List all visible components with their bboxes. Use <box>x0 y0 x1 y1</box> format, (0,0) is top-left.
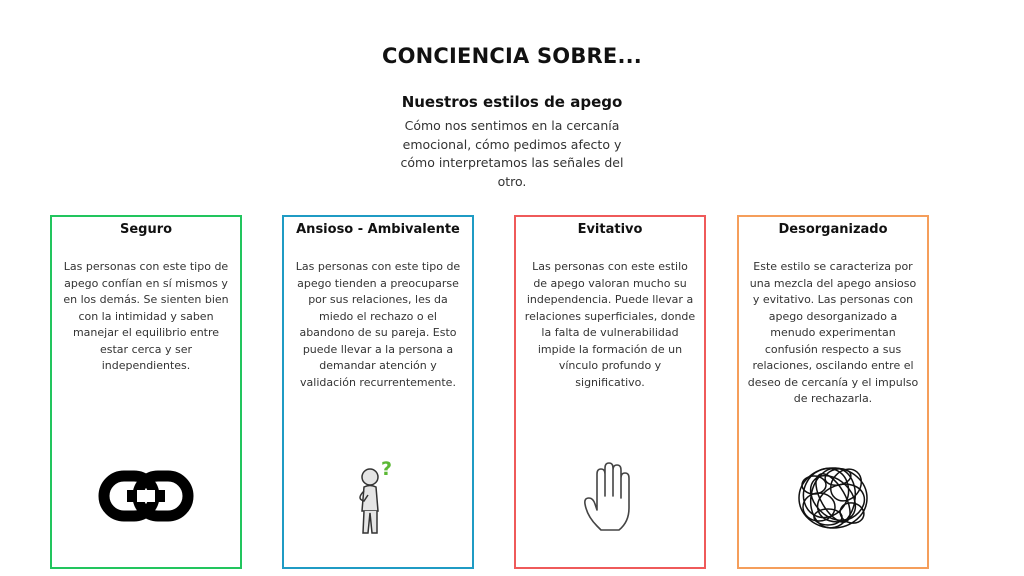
card-title: Evitativo <box>577 222 643 237</box>
card-title: Seguro <box>119 222 173 237</box>
chain-link-icon <box>52 470 240 522</box>
card-seguro <box>50 215 242 569</box>
svg-text:?: ? <box>381 458 393 480</box>
card-desorganizado <box>737 215 929 569</box>
page-title: CONCIENCIA SOBRE... <box>381 44 642 68</box>
card-text: Este estilo se caracteriza por una mezcla del apego ansioso y evitativo. Las personas con apego desorganizado a menudo experimentan confusión respecto a sus relaciones, oscilando entre el deseo de cercanía y el impulso de rechazarla. <box>747 260 919 405</box>
card-ansioso-ambivalente <box>282 215 474 569</box>
card-title: Ansioso - Ambivalente <box>296 222 460 237</box>
thinking-person-icon <box>284 457 472 539</box>
card-evitativo <box>514 215 706 569</box>
card-title: Desorganizado <box>778 222 888 237</box>
section-subtitle: Nuestros estilos de apego <box>401 93 623 111</box>
card-text: Las personas con este tipo de apego confían en sí mismos y en los demás. Se sienten bien con la intimidad y saben manejar el equilibrio entre estar cerca y ser independientes. <box>63 260 229 372</box>
card-text: Las personas con este tipo de apego tienden a preocuparse por sus relaciones, les da miedo el rechazo o el abandono de su pareja. Esto puede llevar a la persona a demandar atención y validación recurrentemente. <box>295 260 461 389</box>
stop-hand-icon <box>516 460 704 534</box>
intro-text: Cómo nos sentimos en la cercanía emocional, cómo pedimos afecto y cómo interpretamos las señales del otro. <box>400 118 624 189</box>
card-text: Las personas con este estilo de apego valoran mucho su independencia. Puede llevar a relaciones superficiales, donde la falta de vulnerabilidad impide la formación de un vínculo profundo y significativo. <box>524 260 696 389</box>
tangled-scribble-icon <box>739 455 927 541</box>
